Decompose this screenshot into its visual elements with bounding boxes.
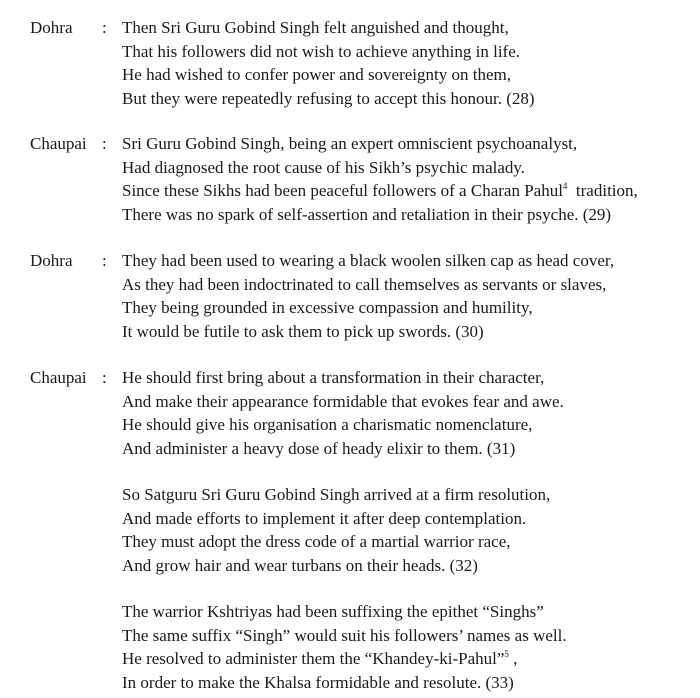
verse-line: And make their appearance formidable that evokes fear and awe. [122, 391, 564, 411]
verse-line: The same suffix “Singh” would suit his followers’ names as well. [122, 625, 567, 645]
footnote-marker: 4 [562, 181, 568, 191]
verse-label: Dohra [30, 18, 73, 37]
verse-line: He had wished to confer power and sovereignty on them, [122, 65, 511, 84]
verse-line: The warrior Kshtriyas had been suffixing the epithet “Singhs” [122, 602, 544, 621]
verse-line: In order to make the Khalsa formidable and resolute. (33) [122, 672, 514, 692]
verse-label: Dohra [30, 251, 73, 270]
verse-line: As they had been indoctrinated to call themselves as servants or slaves, [122, 274, 607, 294]
verse-label: Chaupai [30, 368, 87, 387]
verse-label: Chaupai [30, 134, 87, 153]
verse-line: That his followers did not wish to achieve anything in life. [122, 41, 521, 61]
verse-lines [122, 366, 697, 460]
verse-line-text: tradition, [567, 181, 638, 200]
verse-line: And grow hair and wear turbans on their heads. (32) [122, 555, 478, 575]
verse-lines [122, 483, 697, 577]
verse-line-text: , [508, 649, 518, 668]
verse-line: And administer a heavy dose of heady elixir to them. (31) [122, 438, 516, 458]
verse-line: They being grounded in excessive compassion and humility, [122, 298, 533, 317]
verse-lines [122, 132, 697, 226]
verse-line: And made efforts to implement it after deep contemplation. [122, 508, 527, 528]
verse-line: Had diagnosed the root cause of his Sikh’s psychic malady. [122, 157, 526, 177]
verse-line: It would be futile to ask them to pick up swords. (30) [122, 321, 484, 341]
verse-line-text: Since these Sikhs had been peaceful followers of a Charan Pahul [122, 181, 563, 200]
verse-line: There was no spark of self-assertion and retaliation in their psyche. (29) [122, 204, 612, 224]
verse-colon: : [102, 251, 107, 270]
verse-line [122, 179, 697, 203]
verse-line: He should give his organisation a charismatic nomenclature, [122, 415, 533, 434]
verse-line: He should first bring about a transformation in their character, [122, 368, 545, 387]
verse-line: But they were repeatedly refusing to accept this honour. (28) [122, 88, 535, 108]
verse-lines [122, 600, 697, 694]
verse-colon: : [102, 134, 107, 153]
verse-colon: : [102, 368, 107, 387]
verse-line: So Satguru Sri Guru Gobind Singh arrived at a firm resolution, [122, 485, 551, 504]
verse-line: Then Sri Guru Gobind Singh felt anguished and thought, [122, 18, 509, 37]
verse-line: They had been used to wearing a black woolen silken cap as head cover, [122, 251, 615, 270]
verse-lines [122, 249, 697, 343]
verse-line [122, 647, 697, 671]
verse-lines [122, 16, 697, 110]
verse-line: Sri Guru Gobind Singh, being an expert omniscient psychoanalyst, [122, 134, 578, 153]
verse-line: They must adopt the dress code of a martial warrior race, [122, 532, 511, 551]
footnote-marker: 5 [504, 649, 509, 659]
verse-colon: : [102, 18, 107, 37]
verse-line-text: He resolved to administer them the “Khandey-ki-Pahul” [122, 649, 505, 668]
